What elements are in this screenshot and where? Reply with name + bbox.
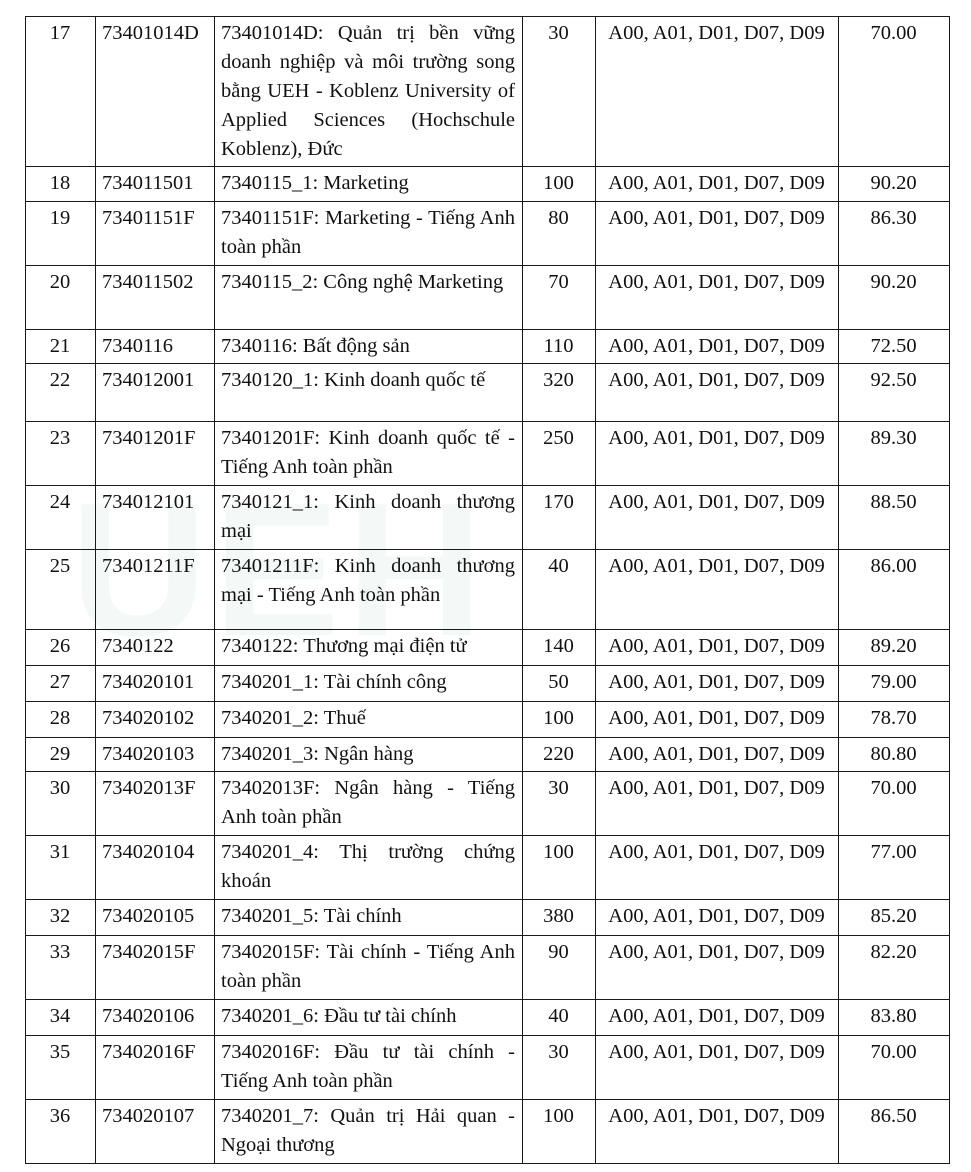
quota-cell: 30: [523, 1036, 596, 1100]
cutoff-score-cell: 86.30: [839, 202, 950, 266]
subject-combinations-cell: A00, A01, D01, D07, D09: [596, 202, 839, 266]
row-number-cell: 36: [26, 1100, 96, 1164]
subject-combinations-cell: A00, A01, D01, D07, D09: [596, 702, 839, 738]
program-code-cell: 734020104: [96, 836, 215, 900]
table-row: [26, 1100, 950, 1164]
program-code-cell: 734020105: [96, 900, 215, 936]
table-row: [26, 836, 950, 900]
cutoff-score-cell: 70.00: [839, 17, 950, 167]
quota-cell: 70: [523, 266, 596, 330]
row-number-cell: 35: [26, 1036, 96, 1100]
program-name-cell: 7340201_2: Thuế: [215, 702, 523, 738]
program-code-cell: 73401014D: [96, 17, 215, 167]
table-row: [26, 202, 950, 266]
row-number-cell: 18: [26, 167, 96, 202]
program-name-cell: 7340115_1: Marketing: [215, 167, 523, 202]
subject-combinations-cell: A00, A01, D01, D07, D09: [596, 550, 839, 630]
row-number-cell: 25: [26, 550, 96, 630]
program-code-cell: 734012101: [96, 486, 215, 550]
row-number-cell: 22: [26, 364, 96, 422]
subject-combinations-cell: A00, A01, D01, D07, D09: [596, 738, 839, 772]
table-row: [26, 486, 950, 550]
cutoff-score-cell: 89.30: [839, 422, 950, 486]
program-name-cell: 73401151F: Marketing - Tiếng Anh toàn phần: [215, 202, 523, 266]
table-row: [26, 550, 950, 630]
program-name-cell: 73402015F: Tài chính - Tiếng Anh toàn phần: [215, 936, 523, 1000]
subject-combinations-cell: A00, A01, D01, D07, D09: [596, 364, 839, 422]
quota-cell: 100: [523, 702, 596, 738]
subject-combinations-cell: A00, A01, D01, D07, D09: [596, 936, 839, 1000]
program-name-cell: 7340116: Bất động sản: [215, 330, 523, 364]
program-name-cell: 73401014D: Quản trị bền vững doanh nghiệp và môi trường song bằng UEH - Koblenz University of Applied Sciences (Hochschule Koblenz), Đức: [215, 17, 523, 167]
quota-cell: 380: [523, 900, 596, 936]
program-name-cell: 73401201F: Kinh doanh quốc tế - Tiếng Anh toàn phần: [215, 422, 523, 486]
cutoff-score-cell: 89.20: [839, 630, 950, 666]
cutoff-score-cell: 78.70: [839, 702, 950, 738]
quota-cell: 250: [523, 422, 596, 486]
program-name-cell: 73401211F: Kinh doanh thương mại - Tiếng Anh toàn phần: [215, 550, 523, 630]
program-code-cell: 7340116: [96, 330, 215, 364]
subject-combinations-cell: A00, A01, D01, D07, D09: [596, 666, 839, 702]
row-number-cell: 23: [26, 422, 96, 486]
subject-combinations-cell: A00, A01, D01, D07, D09: [596, 486, 839, 550]
table-row: [26, 364, 950, 422]
quota-cell: 100: [523, 167, 596, 202]
table-row: [26, 936, 950, 1000]
quota-cell: 30: [523, 17, 596, 167]
quota-cell: 30: [523, 772, 596, 836]
cutoff-score-cell: 90.20: [839, 167, 950, 202]
program-code-cell: 7340122: [96, 630, 215, 666]
program-name-cell: 7340201_4: Thị trường chứng khoán: [215, 836, 523, 900]
program-name-cell: 73402016F: Đầu tư tài chính - Tiếng Anh toàn phần: [215, 1036, 523, 1100]
program-code-cell: 734020103: [96, 738, 215, 772]
program-name-cell: 7340201_5: Tài chính: [215, 900, 523, 936]
cutoff-score-cell: 90.20: [839, 266, 950, 330]
row-number-cell: 19: [26, 202, 96, 266]
subject-combinations-cell: A00, A01, D01, D07, D09: [596, 1036, 839, 1100]
subject-combinations-cell: A00, A01, D01, D07, D09: [596, 836, 839, 900]
program-code-cell: 73402013F: [96, 772, 215, 836]
table-row: [26, 702, 950, 738]
program-name-cell: 7340121_1: Kinh doanh thương mại: [215, 486, 523, 550]
cutoff-score-cell: 86.00: [839, 550, 950, 630]
quota-cell: 100: [523, 1100, 596, 1164]
table-row: [26, 666, 950, 702]
cutoff-score-cell: 80.80: [839, 738, 950, 772]
row-number-cell: 21: [26, 330, 96, 364]
subject-combinations-cell: A00, A01, D01, D07, D09: [596, 630, 839, 666]
subject-combinations-cell: A00, A01, D01, D07, D09: [596, 772, 839, 836]
subject-combinations-cell: A00, A01, D01, D07, D09: [596, 1000, 839, 1036]
cutoff-score-cell: 77.00: [839, 836, 950, 900]
quota-cell: 110: [523, 330, 596, 364]
row-number-cell: 29: [26, 738, 96, 772]
quota-cell: 140: [523, 630, 596, 666]
program-name-cell: 7340120_1: Kinh doanh quốc tế: [215, 364, 523, 422]
row-number-cell: 34: [26, 1000, 96, 1036]
cutoff-score-cell: 70.00: [839, 772, 950, 836]
table-row: [26, 900, 950, 936]
program-name-cell: 7340115_2: Công nghệ Marketing: [215, 266, 523, 330]
program-name-cell: 73402013F: Ngân hàng - Tiếng Anh toàn phần: [215, 772, 523, 836]
program-code-cell: 73401211F: [96, 550, 215, 630]
table-row: [26, 422, 950, 486]
quota-cell: 40: [523, 550, 596, 630]
subject-combinations-cell: A00, A01, D01, D07, D09: [596, 422, 839, 486]
table-row: [26, 630, 950, 666]
table-row: [26, 1036, 950, 1100]
row-number-cell: 31: [26, 836, 96, 900]
cutoff-score-cell: 85.20: [839, 900, 950, 936]
cutoff-score-cell: 72.50: [839, 330, 950, 364]
table-row: [26, 330, 950, 364]
row-number-cell: 27: [26, 666, 96, 702]
quota-cell: 90: [523, 936, 596, 1000]
row-number-cell: 24: [26, 486, 96, 550]
subject-combinations-cell: A00, A01, D01, D07, D09: [596, 1100, 839, 1164]
program-code-cell: 734020106: [96, 1000, 215, 1036]
program-name-cell: 7340122: Thương mại điện tử: [215, 630, 523, 666]
table-row: [26, 266, 950, 330]
program-code-cell: 734011501: [96, 167, 215, 202]
quota-cell: 170: [523, 486, 596, 550]
quota-cell: 40: [523, 1000, 596, 1036]
quota-cell: 50: [523, 666, 596, 702]
row-number-cell: 17: [26, 17, 96, 167]
program-code-cell: 73401151F: [96, 202, 215, 266]
subject-combinations-cell: A00, A01, D01, D07, D09: [596, 330, 839, 364]
table-row: [26, 738, 950, 772]
program-code-cell: 734020102: [96, 702, 215, 738]
cutoff-score-cell: 86.50: [839, 1100, 950, 1164]
admission-scores-table: [25, 16, 950, 1164]
row-number-cell: 26: [26, 630, 96, 666]
quota-cell: 220: [523, 738, 596, 772]
quota-cell: 80: [523, 202, 596, 266]
program-code-cell: 734020101: [96, 666, 215, 702]
program-name-cell: 7340201_7: Quản trị Hải quan - Ngoại thương: [215, 1100, 523, 1164]
cutoff-score-cell: 88.50: [839, 486, 950, 550]
program-code-cell: 73402016F: [96, 1036, 215, 1100]
row-number-cell: 28: [26, 702, 96, 738]
program-code-cell: 734012001: [96, 364, 215, 422]
quota-cell: 320: [523, 364, 596, 422]
program-name-cell: 7340201_3: Ngân hàng: [215, 738, 523, 772]
cutoff-score-cell: 83.80: [839, 1000, 950, 1036]
program-code-cell: 73401201F: [96, 422, 215, 486]
cutoff-score-cell: 70.00: [839, 1036, 950, 1100]
program-code-cell: 734011502: [96, 266, 215, 330]
table-row: [26, 1000, 950, 1036]
row-number-cell: 20: [26, 266, 96, 330]
cutoff-score-cell: 92.50: [839, 364, 950, 422]
program-code-cell: 734020107: [96, 1100, 215, 1164]
program-code-cell: 73402015F: [96, 936, 215, 1000]
program-name-cell: 7340201_1: Tài chính công: [215, 666, 523, 702]
quota-cell: 100: [523, 836, 596, 900]
table-body: [26, 17, 950, 1164]
table-row: [26, 167, 950, 202]
subject-combinations-cell: A00, A01, D01, D07, D09: [596, 266, 839, 330]
table-row: [26, 772, 950, 836]
program-name-cell: 7340201_6: Đầu tư tài chính: [215, 1000, 523, 1036]
subject-combinations-cell: A00, A01, D01, D07, D09: [596, 167, 839, 202]
cutoff-score-cell: 82.20: [839, 936, 950, 1000]
row-number-cell: 33: [26, 936, 96, 1000]
row-number-cell: 30: [26, 772, 96, 836]
table-row: [26, 17, 950, 167]
row-number-cell: 32: [26, 900, 96, 936]
subject-combinations-cell: A00, A01, D01, D07, D09: [596, 900, 839, 936]
cutoff-score-cell: 79.00: [839, 666, 950, 702]
subject-combinations-cell: A00, A01, D01, D07, D09: [596, 17, 839, 167]
